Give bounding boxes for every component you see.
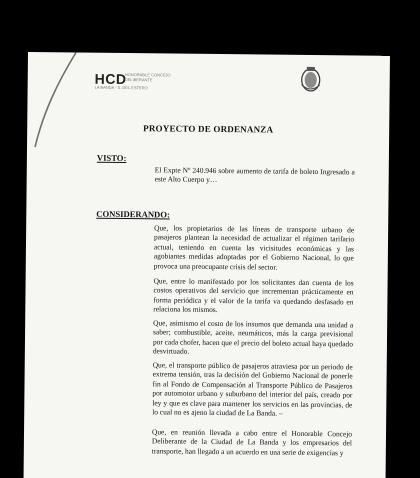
hcd-logo-subtitle: HONORABLE CONCEJO DELIBERANTE [124,72,171,83]
visto-heading: VISTO: [96,152,127,164]
hcd-logo-text: HCD [94,70,127,88]
document-title: PROYECTO DE ORDENANZA [143,123,274,135]
paragraph-text: Que, en reunión llevada a cabo entre el Honorable Concejo Deliberante de la Ciudad de La Banda y los empresarios del transporte, han llegado a un acuerdo en una serie de exigencias y [151,427,353,458]
considerando-paragraph-2 [95,276,353,316]
considerando-heading: CONSIDERANDO: [96,208,170,220]
paragraph-text: Que, el transporte público de pasajeros atraviesa por un periodo de extrema tensión, tras la decisión del Gobierno Nacional de ponerle fin al Fondo de Compensación al Transporte Público de Pasajeros por automotor urbano y suburbano del interior del país, creado por ley y que es clave para mantener los servicios en las provincias, de lo cual no es ajeno la ciudad de La Banda. – [152,360,353,418]
hcd-logo-footer: LA BANDA - S. DEL ESTERO [94,84,148,91]
document-page [23,52,390,478]
hcd-logo [94,70,171,91]
considerando-paragraph-4 [94,360,353,419]
paragraph-text: Que, asimismo el costo de los insumos que demanda una unidad a saber; combustible, aceite, neumáticos, más la carga previsional por cada chofer, hacen que el precio del boleto actual haya quedado desvirtuado. [152,318,354,356]
considerando-paragraph-5 [94,427,352,458]
considerando-paragraph-3 [95,318,353,358]
visto-paragraph: El Expte Nº 240.946 sobre aumento de tarifa de boleto Ingresado a este Alto Cuerpo y… [154,165,355,185]
visto-text [97,165,355,187]
considerando-paragraph-1 [96,223,354,273]
city-seal-icon [300,65,322,93]
paragraph-text: Que, los propietarios de las líneas de transporte urbano de pasajeros plantean la necesidad de actualizar el régimen tarifario actual, teniendo en cuenta las vicisitudes económicas y las agobiantes medidas adoptadas por el Gobierno Nacional, lo que provoca una preocupante crisis del sector. [153,223,355,272]
paragraph-text: Que, entre lo manifestado por los solicitantes dan cuenta de los costos operativos del servicio que incrementan prácticamente en forma periódica y el valor de la tarifa va quedando desfasado en relaciona los mismos. [153,276,354,315]
